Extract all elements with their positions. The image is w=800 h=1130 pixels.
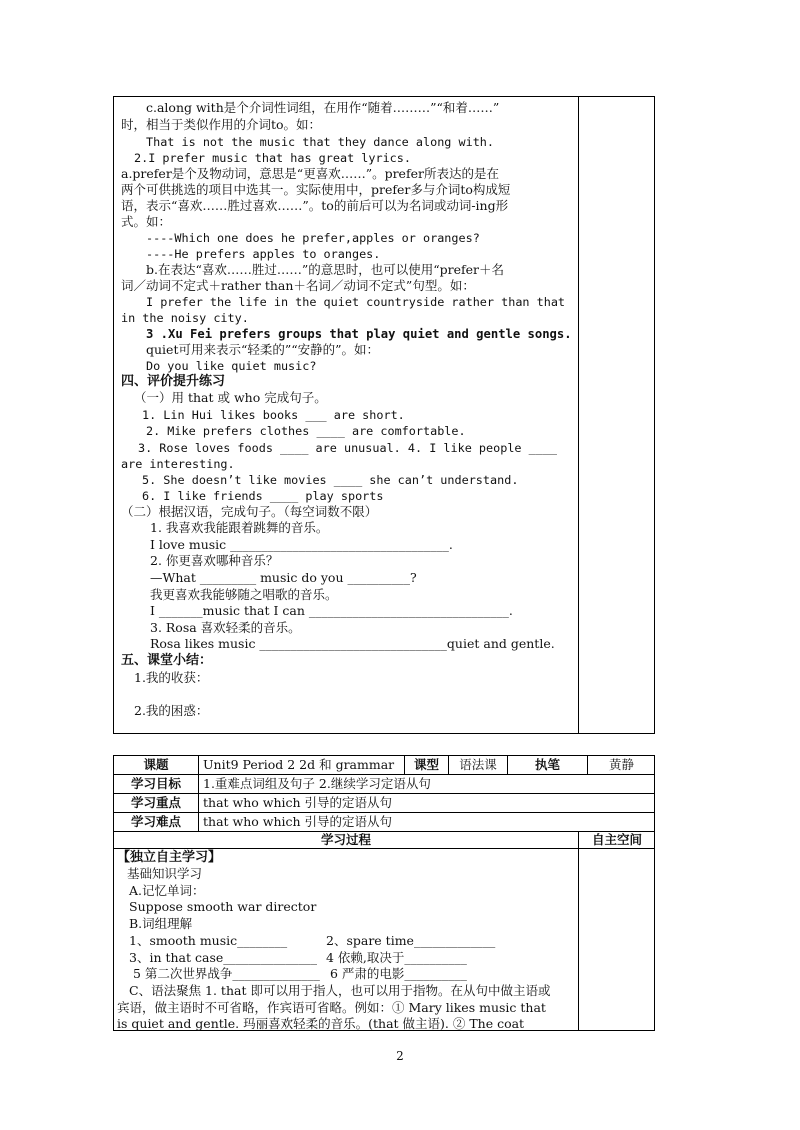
- exercise-line: 6. I like friends ____ play sports: [142, 489, 384, 503]
- text-line: 5 第二次世界战争______________: [133, 966, 320, 981]
- text-line: c.along with是个介词性词组，在用作“随着………”“和着……”: [146, 100, 500, 115]
- text-line: Rosa likes music ______________________________quiet and gentle.: [150, 636, 555, 651]
- text-line: 3. Rosa 喜欢轻柔的音乐。: [150, 620, 301, 635]
- text-line: is quiet and gentle. 玛丽喜欢轻柔的音乐。(that 做主语). ② The coat: [117, 1016, 525, 1031]
- text-line: B.词组理解: [129, 916, 193, 931]
- key-value: that who which 引导的定语从句: [198, 794, 655, 812]
- text-line: 3 .Xu Fei prefers groups that play quiet and gentle songs.: [146, 327, 572, 341]
- text-line: in the noisy city.: [121, 311, 249, 325]
- text-line: Do you like quiet music?: [146, 359, 317, 373]
- text-line: 式。如：: [121, 214, 172, 229]
- exercise-line: 3. Rose loves foods ____ are unusual. 4. I like people ____: [138, 441, 558, 455]
- text-line: 1、smooth music________: [129, 933, 288, 948]
- text-line: ----He prefers apples to oranges.: [146, 247, 381, 261]
- goal-label: 学习目标: [130, 776, 181, 791]
- text-line: That is not the music that they dance along with.: [146, 135, 495, 149]
- goal-value: 1.重难点词组及句子 2.继续学习定语从句: [198, 775, 655, 793]
- header-row-key: [113, 793, 655, 813]
- difficulty-label: 学习难点: [130, 814, 181, 829]
- text-line: —What _________ music do you __________?: [150, 570, 417, 585]
- section-heading: 四、评价提升练习: [121, 374, 226, 389]
- text-line: 3、in that case_______________: [129, 950, 318, 965]
- title-label: 课题: [143, 757, 169, 772]
- text-line: 我更喜欢我能够随之唱歌的音乐。: [150, 587, 338, 602]
- text-line: I _______music that I can ________________________________.: [150, 603, 513, 618]
- text-line: I prefer the life in the quiet countryside rather than that: [146, 295, 566, 309]
- text-line: 词／动词不定式＋rather than＋名词／动词不定式”句型。如：: [121, 278, 475, 293]
- text-line: 语，表示“喜欢……胜过喜欢……”。to的前后可以为名词或动词-ing形: [121, 198, 509, 213]
- exercise-line: 2. Mike prefers clothes ____ are comfortable.: [146, 424, 466, 438]
- text-line: 2. 你更喜欢哪种音乐？: [150, 553, 279, 568]
- text-line: Suppose smooth war director: [129, 899, 317, 914]
- key-label: 学习重点: [130, 795, 181, 810]
- exercise-line: 5. She doesn’t like movies ____ she can’t understand.: [142, 473, 519, 487]
- text-line: 1.我的收获：: [134, 670, 209, 685]
- text-line: 2、spare time_____________: [326, 933, 496, 948]
- space-label: 自主空间: [578, 832, 655, 848]
- difficulty-value: that who which 引导的定语从句: [198, 813, 655, 831]
- text-line: 2.I prefer music that has great lyrics.: [134, 151, 411, 165]
- exercise-line: are interesting.: [121, 457, 235, 471]
- process-label: 学习过程: [320, 832, 371, 847]
- text-line: ----Which one does he prefer,apples or oranges?: [146, 231, 480, 245]
- page-number: 2: [396, 1049, 404, 1063]
- text-line: 6 严肃的电影__________: [330, 966, 467, 981]
- text-line: a.prefer是个及物动词，意思是“更喜欢……”。prefer所表达的是在: [121, 166, 499, 181]
- text-line: A.记忆单词：: [129, 883, 205, 898]
- process-heading: 【独立自主学习】: [117, 850, 222, 865]
- column-divider: [578, 97, 579, 733]
- author-value: 黄静: [587, 756, 655, 774]
- text-line: 两个可供挑选的项目中选其一。实际使用中，prefer多与介词to构成短: [121, 182, 511, 197]
- text-line: （二）根据汉语，完成句子。（每空词数不限）: [121, 504, 378, 519]
- header-row-goal: [113, 774, 655, 794]
- header-row-difficulty: [113, 812, 655, 832]
- text-line: 时，相当于类似作用的介词to。如：: [121, 117, 322, 132]
- text-line: C、语法聚焦 1. that 即可以用于指人，也可以用于指物。在从句中做主语或: [129, 983, 551, 998]
- text-line: 4 依赖,取决于__________: [326, 950, 467, 965]
- type-value: 语法课: [448, 756, 507, 774]
- text-line: 宾语，做主语时不可省略，作宾语可省略。例如：① Mary likes music that: [117, 1000, 546, 1015]
- section-heading: 五、课堂小结：: [121, 653, 213, 668]
- type-label: 课型: [404, 756, 448, 774]
- header-row-process: [113, 831, 655, 849]
- text-line: quiet可用来表示“轻柔的”“安静的”。如：: [146, 342, 380, 357]
- text-line: （一）用 that 或 who 完成句子。: [134, 390, 327, 405]
- text-line: I love music ___________________________________.: [150, 537, 453, 552]
- author-label: 执笔: [507, 756, 587, 774]
- title-value: Unit9 Period 2 2d 和 grammar: [198, 756, 404, 774]
- text-line: 2.我的困惑：: [134, 703, 209, 718]
- exercise-line: 1. Lin Hui likes books ___ are short.: [142, 408, 405, 422]
- text-line: 1. 我喜欢我能跟着跳舞的音乐。: [150, 520, 329, 535]
- header-row-title: [113, 755, 655, 775]
- text-line: 基础知识学习: [127, 866, 203, 881]
- text-line: b.在表达“喜欢……胜过……”的意思时，也可以使用“prefer＋名: [146, 262, 505, 277]
- space-column: [578, 849, 655, 1030]
